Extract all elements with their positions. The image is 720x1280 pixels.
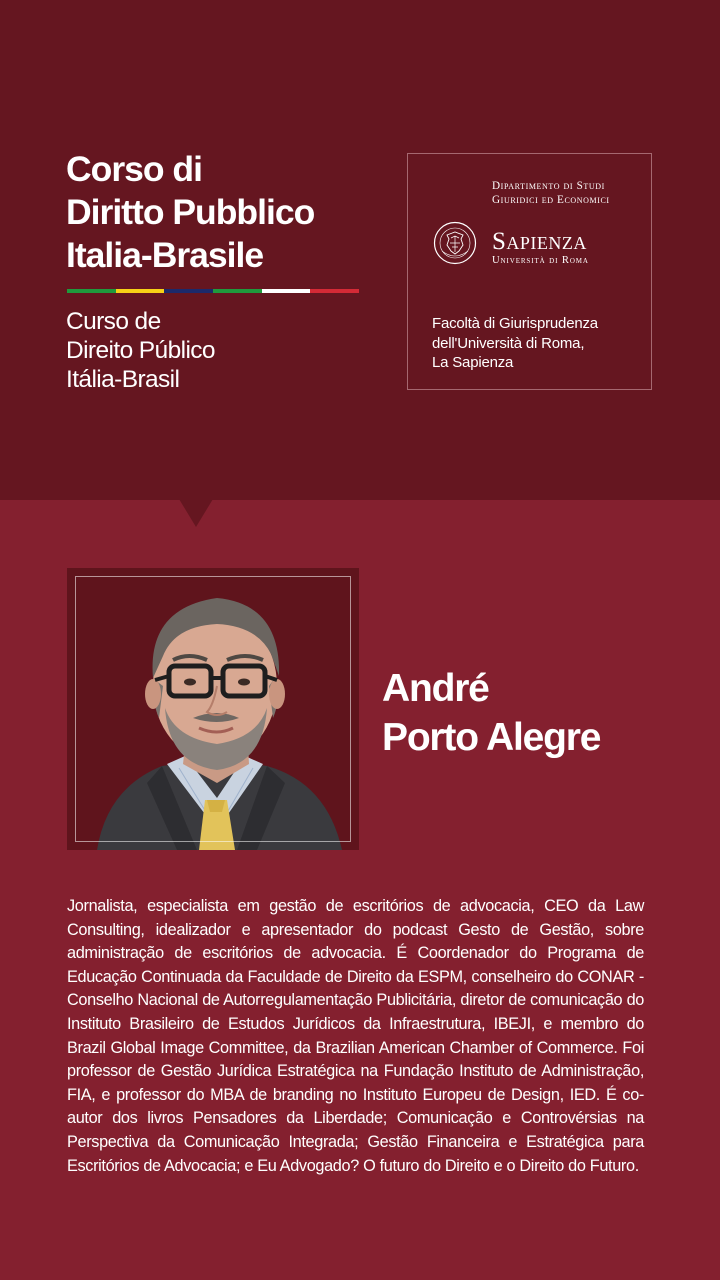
faculty-name: [432, 314, 598, 373]
department-line: Dipartimento di Studi: [492, 180, 605, 192]
course-title-italian: [66, 148, 386, 277]
title-pt-line: Curso de: [66, 308, 161, 335]
title-it-line: Italia-Brasile: [66, 235, 264, 275]
university-name: Sapienza: [492, 228, 587, 255]
title-pt-line: Itália-Brasil: [66, 366, 180, 393]
header-section: [0, 0, 720, 500]
speaker-name-line: André: [382, 667, 489, 710]
title-pt-line: Direito Público: [66, 337, 215, 364]
faculty-line: La Sapienza: [432, 354, 514, 371]
flag-segment-green: [67, 289, 116, 293]
flag-segment-white: [262, 289, 311, 293]
flag-segment-blue: [164, 289, 213, 293]
university-subtitle: Università di Roma: [492, 255, 589, 266]
speaker-bio: Jornalista, especialista em gestão de escritórios de advocacia, CEO da Law Consulting, idealizador e apresentador do podcast Gesto de Gestão, sobre administração de escritórios de advocacia. É Coordenador do Programa de Educação Continuada da Faculdade de Direito da ESPM, conselheiro do CONAR - Conselho Nacional de Autorregulamentação Publicitária, diretor de comunicação do Instituto Brasileiro de Estudos Jurídicos da Infraestrutura, IBEJI, e membro do Brazil Global Image Committee, da Brazilian American Chamber of Commerce. Foi professor de Gestão Jurídica Estratégica na Fundação Instituto de Administração, FIA, e professor do MBA de branding no Instituto Europeu de Design, IED. É co-autor dos livros Pensadores da Liberdade; Comunicação e Controvérsias na Perspectiva da Comunicação Integrada; Gestão Financeira e Estratégica para Escritórios de Advocacia; e Eu Advogado? O futuro do Direito e o Direito do Futuro.: [67, 897, 644, 1175]
flag-segment-yellow: [116, 289, 165, 293]
section-pointer: [179, 499, 213, 527]
speaker-name: [382, 664, 600, 762]
department-name: [492, 179, 610, 207]
flag-color-bar: [67, 289, 359, 293]
sapienza-seal-icon: [433, 221, 477, 265]
speaker-portrait-illustration: [67, 568, 359, 850]
sapienza-logo-box: [407, 153, 652, 390]
faculty-line: Facoltà di Giurisprudenza: [432, 315, 598, 332]
speaker-name-line: Porto Alegre: [382, 716, 601, 759]
flag-segment-green: [213, 289, 262, 293]
speaker-photo: [67, 568, 359, 850]
title-it-line: Corso di: [66, 149, 202, 189]
course-title-portuguese: [66, 307, 366, 394]
flag-segment-red: [310, 289, 359, 293]
department-line: Giuridici ed Economici: [492, 194, 610, 206]
faculty-line: dell'Università di Roma,: [432, 334, 585, 352]
title-it-line: Diritto Pubblico: [66, 192, 315, 232]
